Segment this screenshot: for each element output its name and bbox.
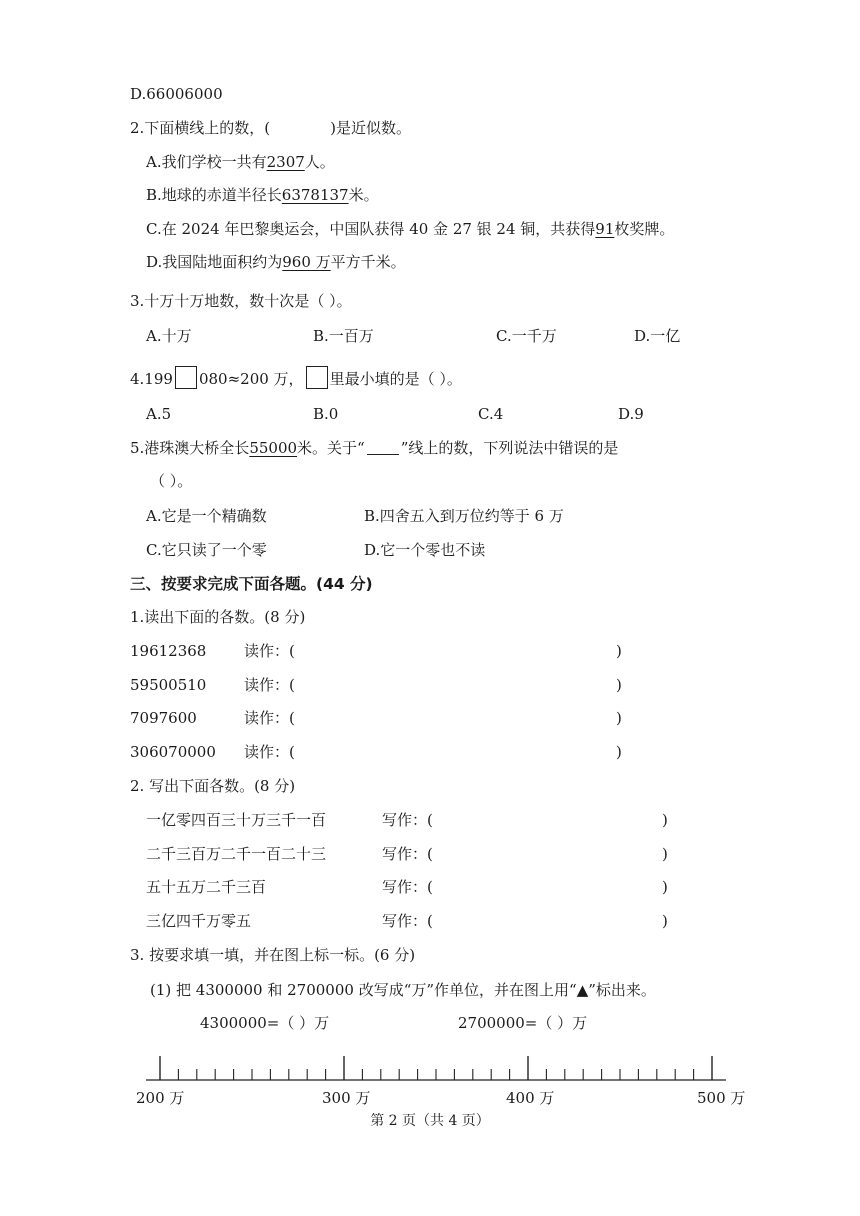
- read-label-2: 读作：(: [244, 676, 295, 694]
- q2-stem-suffix: )是近似数。: [330, 119, 412, 137]
- q4-question: 里最小填的是（ ）。: [329, 370, 462, 388]
- q1-option-d: D.66006000: [130, 85, 223, 103]
- write-close-3: ): [662, 878, 668, 896]
- q4-option-a[interactable]: A.5: [146, 405, 172, 423]
- q2-a-number: 2307: [266, 153, 305, 171]
- section-3-title: 三、按要求完成下面各题。(44 分): [130, 575, 373, 593]
- write-label-2: 写作：(: [382, 845, 433, 863]
- q4-option-c[interactable]: C.4: [478, 405, 504, 423]
- fill-title: 3. 按要求填一填，并在图上标一标。(6 分): [130, 946, 416, 964]
- q2-b-number: 6378137: [281, 186, 349, 204]
- q2-c-unit: 枚奖牌。: [614, 220, 675, 238]
- read-title: 1.读出下面的各数。(8 分): [130, 608, 306, 626]
- write-label-4: 写作：(: [382, 912, 433, 930]
- read-number-3: 7097600: [130, 709, 197, 727]
- number-line-ticks: [160, 1056, 712, 1080]
- q5-option-d[interactable]: D.它一个零也不读: [364, 541, 486, 559]
- read-label-3: 读作：(: [244, 709, 295, 727]
- write-words-4: 三亿四千万零五: [146, 912, 252, 930]
- q5-number: 55000: [249, 439, 298, 457]
- read-number-4: 306070000: [130, 743, 216, 761]
- axis-label-400: 400 万: [506, 1089, 555, 1107]
- q2-b-unit: 米。: [348, 186, 379, 204]
- q3-option-d[interactable]: D.一亿: [634, 327, 681, 345]
- q3-option-c[interactable]: C.一千万: [496, 327, 557, 345]
- write-close-4: ): [662, 912, 668, 930]
- q2-b-text: B.地球的赤道半径长: [146, 186, 282, 204]
- q2-c-text: C.在 2024 年巴黎奥运会，中国队获得 40 金 27 银 24 铜，共获得: [146, 220, 596, 238]
- q2-a-text: A.我们学校一共有: [146, 153, 267, 171]
- q5-option-b[interactable]: B.四舍五入到万位约等于 6 万: [364, 507, 564, 525]
- q2-a-unit: 人。: [304, 153, 335, 171]
- q4-option-b[interactable]: B.0: [313, 405, 339, 423]
- page-footer: 第 2 页（共 4 页）: [370, 1113, 490, 1129]
- read-number-1: 19612368: [130, 642, 207, 660]
- write-words-3: 五十五万二千三百: [146, 878, 267, 896]
- fill-equation-1[interactable]: 4300000=（ ）万: [200, 1014, 330, 1032]
- q3-stem: 3.十万十万地数，数十次是（ ）。: [130, 292, 352, 310]
- write-label-1: 写作：(: [382, 811, 433, 829]
- q5-text-end: ”线上的数，下列说法中错误的是: [400, 439, 619, 457]
- read-close-3: ): [616, 709, 622, 727]
- q3-option-b[interactable]: B.一百万: [313, 327, 374, 345]
- write-close-1: ): [662, 811, 668, 829]
- read-close-1: ): [616, 642, 622, 660]
- q5-answer-paren[interactable]: （ ）。: [150, 472, 193, 490]
- fill-subquestion: (1) 把 4300000 和 2700000 改写成“万”作单位，并在图上用“▲”标出来。: [150, 981, 656, 999]
- q4-option-d[interactable]: D.9: [618, 405, 644, 423]
- q2-stem-prefix: 2.下面横线上的数，(: [130, 119, 271, 137]
- write-close-2: ): [662, 845, 668, 863]
- q2-c-number: 91: [595, 220, 615, 238]
- axis-label-300: 300 万: [322, 1089, 371, 1107]
- q4-number-end: 080≈200 万，: [198, 370, 304, 388]
- q3-option-a[interactable]: A.十万: [146, 327, 192, 345]
- q2-d-number: 960 万: [282, 253, 331, 271]
- axis-label-200: 200 万: [136, 1089, 185, 1107]
- q2-d-unit: 平方千米。: [330, 253, 406, 271]
- write-words-2: 二千三百万二千一百二十三: [146, 845, 327, 863]
- read-label-1: 读作：(: [244, 642, 295, 660]
- read-close-4: ): [616, 743, 622, 761]
- q2-d-text: D.我国陆地面积约为: [146, 253, 283, 271]
- q4-number-start: 4.199: [130, 370, 173, 388]
- read-number-2: 59500510: [130, 676, 207, 694]
- q5-text-mid: 米。关于“: [297, 439, 365, 457]
- axis-label-500: 500 万: [697, 1089, 746, 1107]
- q5-option-c[interactable]: C.它只读了一个零: [146, 541, 267, 559]
- write-words-1: 一亿零四百三十万三千一百: [146, 811, 327, 829]
- read-label-4: 读作：(: [244, 743, 295, 761]
- q5-text: 5.港珠澳大桥全长: [130, 439, 250, 457]
- q5-option-a[interactable]: A.它是一个精确数: [146, 507, 267, 525]
- read-close-2: ): [616, 676, 622, 694]
- write-label-3: 写作：(: [382, 878, 433, 896]
- write-title: 2. 写出下面各数。(8 分): [130, 777, 296, 795]
- fill-equation-2[interactable]: 2700000=（ ）万: [458, 1014, 588, 1032]
